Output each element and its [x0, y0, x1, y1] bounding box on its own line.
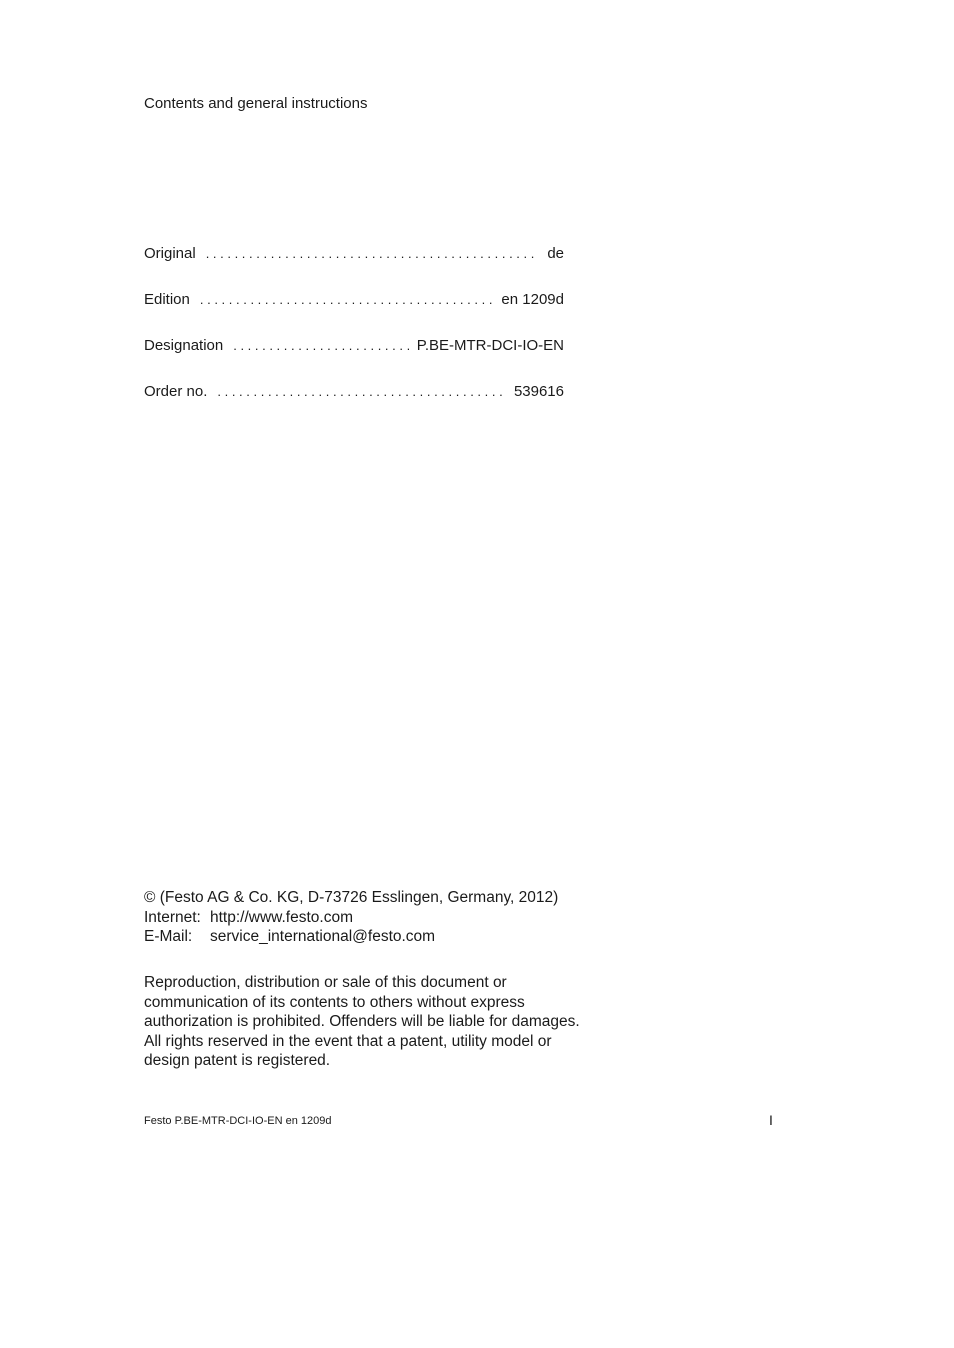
- document-metadata: [144, 244, 564, 428]
- email-link[interactable]: service_international@festo.com: [210, 928, 436, 945]
- meta-label: Designation: [144, 337, 224, 354]
- meta-value: P.BE-MTR-DCI-IO-EN: [416, 337, 564, 354]
- meta-label: Order no.: [144, 383, 208, 400]
- copyright-line: © (Festo AG & Co. KG, D-73726 Esslingen, Germany, 2012): [144, 889, 559, 906]
- email-line: [144, 927, 558, 947]
- page-number: I: [769, 1112, 773, 1128]
- running-header: Contents and general instructions: [144, 95, 368, 112]
- email-label: E-Mail:: [144, 928, 193, 945]
- meta-value: en 1209d: [501, 291, 564, 308]
- dot-leader: [233, 336, 409, 356]
- meta-row-designation: [144, 336, 564, 382]
- dot-leader: [206, 244, 540, 264]
- meta-label: Original: [144, 245, 196, 262]
- meta-value: de: [547, 245, 564, 262]
- meta-value: 539616: [513, 383, 564, 400]
- internet-line: [144, 908, 558, 928]
- meta-row-order-no: [144, 382, 564, 428]
- internet-link[interactable]: http://www.festo.com: [210, 908, 353, 926]
- meta-row-original: [144, 244, 564, 290]
- legal-notice: Reproduction, distribution or sale of this document or communication of its contents to others without express authorization is prohibited. Offenders will be liable for damages. All rights reserved in the event that a patent, utility model or design patent is registered.: [144, 974, 580, 1069]
- dot-leader: [200, 290, 494, 310]
- footer-doc-ref: Festo P.BE-MTR-DCI-IO-EN en 1209d: [144, 1115, 332, 1127]
- internet-label: Internet:: [144, 908, 201, 926]
- meta-row-edition: [144, 290, 564, 336]
- dot-leader: [217, 382, 506, 402]
- copyright-block: [144, 888, 558, 947]
- meta-label: Edition: [144, 291, 190, 308]
